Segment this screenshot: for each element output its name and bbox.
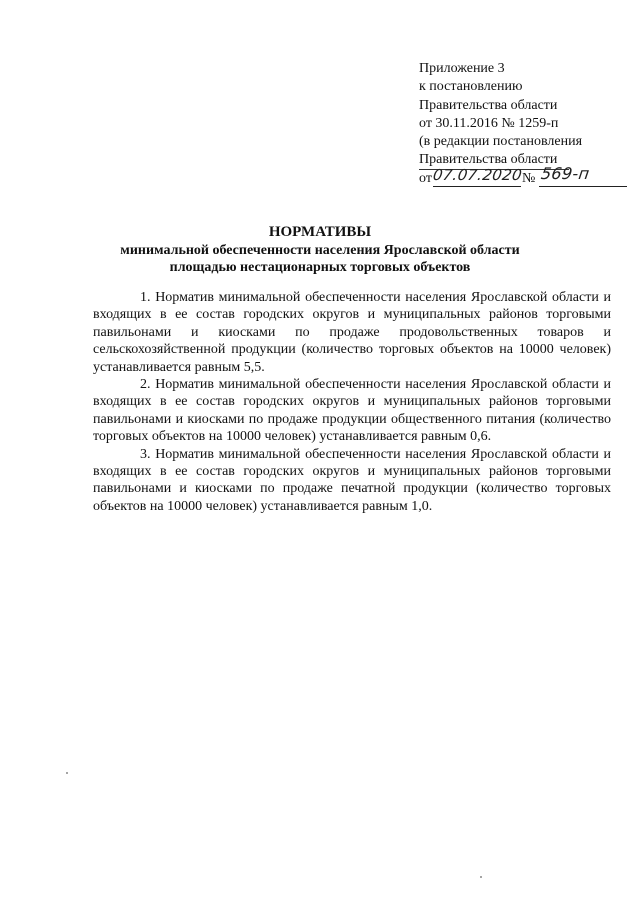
amendment-date-line xyxy=(419,163,629,188)
handwritten-date: 07.07.2020 xyxy=(431,165,524,184)
appendix-line: к постановлению xyxy=(419,79,523,95)
appendix-line: Правительства области xyxy=(419,152,558,168)
number-underline xyxy=(539,186,627,187)
document-body xyxy=(93,289,611,515)
appendix-line: Приложение 3 xyxy=(419,61,505,76)
appendix-line: Правительства области xyxy=(419,97,558,113)
appendix-block xyxy=(419,60,629,188)
number-label: № xyxy=(522,170,536,186)
title-heading: НОРМАТИВЫ xyxy=(268,224,372,240)
title-subline: площадью нестационарных торговых объектов xyxy=(169,260,471,275)
handwritten-number: 569-п xyxy=(539,163,591,183)
document-title xyxy=(60,224,580,276)
scan-speck xyxy=(480,876,482,878)
date-underline xyxy=(433,186,521,187)
appendix-line: (в редакции постановления xyxy=(419,134,583,150)
norm-paragraph-2: 2. Норматив минимальной обеспеченности населения Ярославской области и входящих в ее состав городских округов и муниципальных районов торговыми павильонами и киосками по продаже продукции общественного питания (количество торговых объектов на 10000 человек) устанавливается равным 0,6. xyxy=(93,377,611,445)
norm-paragraph-1: 1. Норматив минимальной обеспеченности населения Ярославской области и входящих в ее состав городских округов и муниципальных районов торговыми павильонами и киосками по продаже продовольственных товаров и сельскохозяйственной продукции (количество торговых объектов на 10000 человек) устанавливается равным 5,5. xyxy=(93,290,611,375)
title-subline: минимальной обеспеченности населения Ярославской области xyxy=(120,243,520,258)
scan-speck xyxy=(66,772,68,774)
appendix-line: от 30.11.2016 № 1259-п xyxy=(419,115,559,131)
norm-paragraph-3: 3. Норматив минимальной обеспеченности населения Ярославской области и входящих в ее состав городских округов и муниципальных районов торговыми павильонами и киосками по продаже печатной продукции (количество торговых объектов на 10000 человек) устанавливается равным 1,0. xyxy=(93,446,611,514)
date-prefix: от xyxy=(419,170,432,186)
